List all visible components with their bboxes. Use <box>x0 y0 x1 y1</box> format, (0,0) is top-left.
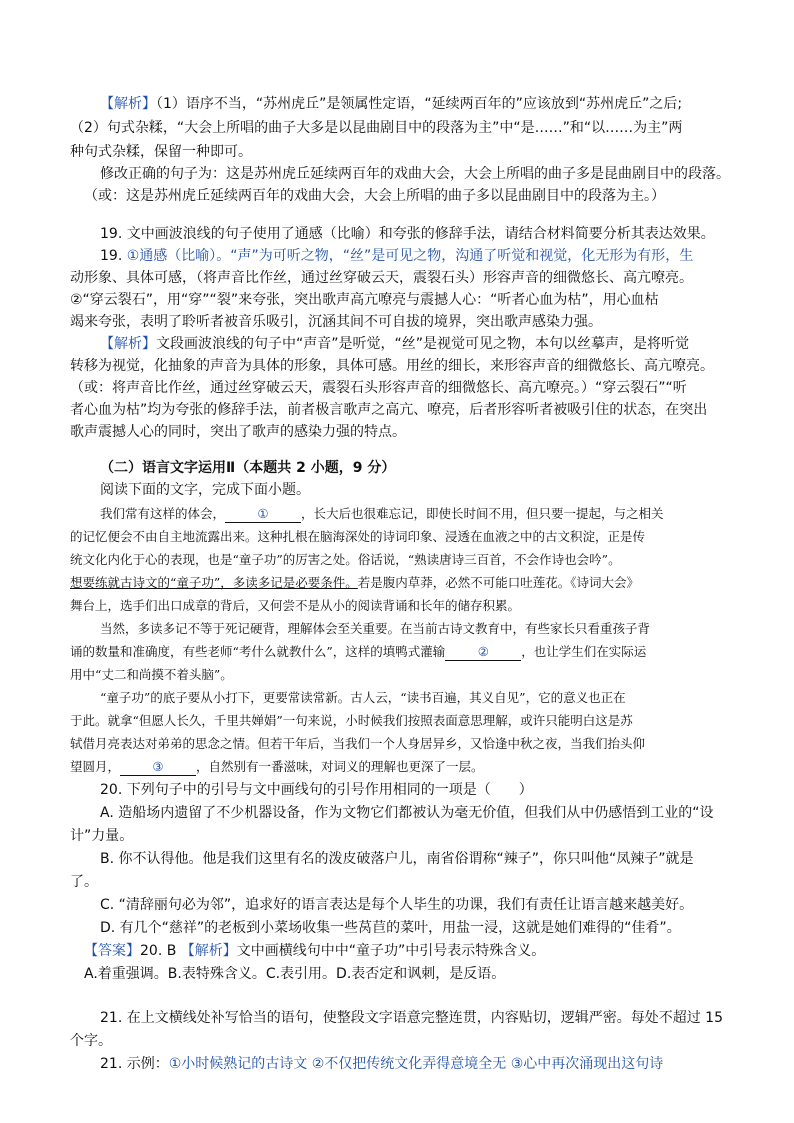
q19-analysis-line-2: 转移为视觉，化抽象的声音为具体的形象，具体可感。用丝的细长，来形容声音的细微悠长、高亢嘹亮。 <box>70 358 714 374</box>
passage-line-5: 舞台上，选手们出口成章的背后，又何尝不是从小的阅读背诵和长年的储存积累。 <box>70 598 521 613</box>
q19-answer-line-1: 19. ①通感（比喻）。“声”为可听之物，“丝”是可见之物，沟通了听觉和视觉，化无形为有形，生 <box>100 248 694 264</box>
passage-line-12: 望圆月， ③ ，自然别有一番滋味，对词义的理解也更深了一层。 <box>70 759 484 774</box>
answer-tag: 【答案】 <box>84 943 140 959</box>
blank-2: ② <box>445 644 521 661</box>
passage-line-4: 想要练就古诗文的“童子功”，多读多记是必要条件。若是腹内草莽，必然不可能口吐莲花。《诗词大会》 <box>70 575 640 590</box>
blank-1: ① <box>225 506 301 523</box>
passage-line-11: 轼借月亮表达对弟弟的思念之情。但若干年后，当我们一个人身居异乡，又恰逢中秋之夜，当我们抬头仰 <box>70 736 646 751</box>
q18-corrected-line-1: 修改正确的句子为：这是苏州虎丘延续两百年的戏曲大会，大会上所唱的曲子多是昆曲剧目中的段落。 <box>100 166 730 182</box>
underlined-sentence: 想要练就古诗文的“童子功”，多读多记是必要条件。 <box>70 575 358 590</box>
q20-analysis: A.着重强调。B.表特殊含义。C.表引用。D.表否定和讽刺，是反语。 <box>84 966 506 982</box>
q18-corrected-line-2: （或：这是苏州虎丘延续两百年的戏曲大会，大会上所唱的曲子多以昆曲剧目中的段落为主。） <box>84 188 665 204</box>
q21-question-line-1: 21. 在上文横线处补写恰当的语句，使整段文字语意完整连贯，内容贴切，逻辑严密。每处不超过 15 <box>100 1010 723 1026</box>
q19-analysis-line-1: 【解析】文段画波浪线的句子中“声音”是听觉，“丝”是视觉可见之物，本句以丝摹声，是将听觉 <box>100 336 690 352</box>
passage-line-1: 我们常有这样的体会， ① ，长大后也很难忘记，即使长时间不用，但只要一提起，与之相关 <box>100 506 664 521</box>
passage-line-6: 当然，多读多记不等于死记硬背，理解体会至关重要。在当前古诗文教育中，有些家长只看重孩子背 <box>100 621 651 636</box>
q18-analysis-line-3: 种句式杂糅，保留一种即可。 <box>70 144 252 160</box>
q21-question-line-2: 个字。 <box>70 1033 112 1049</box>
q18-analysis-line-2: （2）句式杂糅，“大会上所唱的曲子大多是以昆曲剧目中的段落为主”中“是……”和“以……为主”两 <box>70 120 683 136</box>
q19-question: 19. 文中画波浪线的句子使用了通感（比喻）和夸张的修辞手法，请结合材料简要分析其表达效果。 <box>100 226 715 242</box>
analysis-tag: 【解析】 <box>100 96 156 112</box>
passage-line-10: 于此。就拿“但愿人长久，千里共婵娟”一句来说，小时候我们按照表面意思理解，或许只能明白这是苏 <box>70 713 633 728</box>
q19-analysis-line-5: 歌声震撼人心的同时，突出了歌声的感染力强的特点。 <box>70 424 406 440</box>
q20-option-b-line-1: B. 你不认得他。他是我们这里有名的泼皮破落户儿，南省俗谓称“辣子”，你只叫他“凤辣子”就是 <box>100 851 694 867</box>
passage-line-2: 的记忆便会不由自主地流露出来。这种扎根在脑海深处的诗词印象、浸透在血液之中的古文积淀，正是传 <box>70 529 646 544</box>
passage-line-3: 统文化内化于心的表现，也是“童子功”的厉害之处。俗话说，“熟读唐诗三百首，不会作诗也会吟”。 <box>70 552 621 567</box>
q20-answer: 【答案】20. B 【解析】文中画横线句中中“童子功”中引号表示特殊含义。 <box>84 943 546 959</box>
q19-answer-line-2: 动形象、具体可感，（将声音比作丝，通过丝穿破云天，震裂石头）形容声音的细微悠长、高亢嘹亮。 <box>70 270 693 286</box>
passage-line-8: 用中“丈二和尚摸不着头脑”。 <box>70 667 233 682</box>
blank-3: ③ <box>120 759 196 776</box>
q20-option-a-line-2: 计”力量。 <box>70 828 134 844</box>
q20-option-a-line-1: A. 造船场内遗留了不少机器设备，作为文物它们都被认为毫无价值，但我们从中仍感悟到工业的“设 <box>100 805 714 821</box>
section-instruction: 阅读下面的文字，完成下面小题。 <box>100 482 310 498</box>
analysis-tag: 【解析】 <box>180 943 237 959</box>
q19-answer-line-3: ②“穿云裂石”，用“穿”“裂”来夸张，突出歌声高亢嘹亮与震撼人心：“听者心血为枯”，用心血枯 <box>70 292 659 308</box>
q19-analysis-line-3: （或：将声音比作丝，通过丝穿破云天，震裂石头形容声音的细微悠长、高亢嘹亮。）“穿云裂石”“听 <box>70 380 687 396</box>
q20-option-b-line-2: 了。 <box>70 874 98 890</box>
passage-line-7: 诵的数量和准确度，有些老师“考什么就教什么”，这样的填鸭式灌输 ② ，也让学生们在实际运 <box>70 644 647 659</box>
q20-question: 20. 下列句子中的引号与文中画线句的引号作用相同的一项是（ ） <box>100 782 533 798</box>
passage-line-9: “童子功”的底子要从小打下，更要常读常新。古人云，“读书百遍，其义自见”，它的意义也正在 <box>100 690 626 705</box>
q20-option-c: C. “清辞丽句必为邻”，追求好的语言表达是每个人毕生的功课，我们有责任让语言越来越美好。 <box>100 897 694 913</box>
analysis-tag: 【解析】 <box>100 336 156 352</box>
q21-answer: 21. 示例：①小时候熟记的古诗文 ②不仅把传统文化弄得意境全无 ③心中再次涌现出这句诗 <box>100 1056 664 1072</box>
q19-analysis-line-4: 者心血为枯”均为夸张的修辞手法，前者极言歌声之高亢、嘹亮，后者形容听者被吸引住的状态，在突出 <box>70 402 708 418</box>
q19-answer-line-4: 竭来夸张，表明了聆听者被音乐吸引，沉涵其间不可自拔的境界，突出歌声感染力强。 <box>70 314 602 330</box>
q20-option-d: D. 有几个“慈祥”的老板到小菜场收集一些莴苣的菜叶，用盐一浸，这就是她们难得的“佳肴”。 <box>100 920 681 936</box>
q18-analysis-line-1: 【解析】（1）语序不当，“苏州虎丘”是领属性定语，“延续两百年的”应该放到“苏州虎丘”之后; <box>100 96 683 112</box>
section-heading: （二）语言文字运用Ⅱ（本题共 2 小题，9 分） <box>100 460 396 476</box>
